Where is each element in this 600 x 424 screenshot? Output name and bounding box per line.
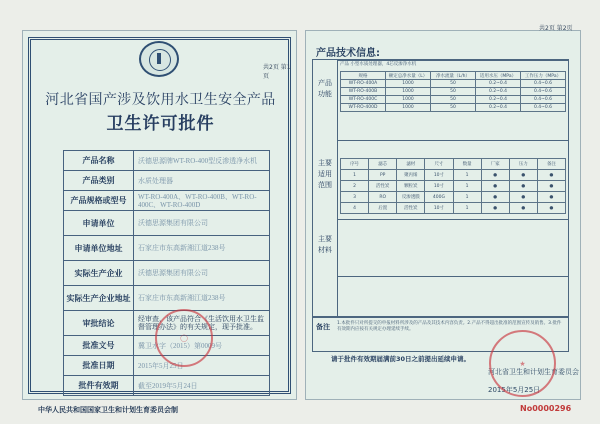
table-row <box>64 211 270 236</box>
table-row <box>341 88 566 96</box>
header-cell: 序号 <box>341 159 369 170</box>
table-row <box>341 203 566 214</box>
table-cell: WT-RO-400A <box>341 80 386 88</box>
footer-note: 中华人民共和国国家卫生和计划生育委员会制 <box>38 406 178 414</box>
table-cell: 1000 <box>386 88 431 96</box>
header-cell: 尺寸 <box>425 159 453 170</box>
table-cell: 0.2~0.4 <box>476 88 521 96</box>
issue-date: 2015年5月25日 <box>488 386 541 394</box>
table-cell: WT-RO-400C <box>341 96 386 104</box>
header-cell: 滤芯 <box>369 159 397 170</box>
row-label: 产品名称 <box>64 151 134 171</box>
emblem-icon <box>139 41 179 77</box>
issuing-agency: 河北省卫生和计划生育委员会 <box>488 368 579 376</box>
table-cell: ● <box>481 203 509 214</box>
header-cell: 压力 <box>509 159 537 170</box>
table-cell: ● <box>537 170 565 181</box>
table-cell: 活性炭 <box>369 181 397 192</box>
spec-table <box>340 71 566 112</box>
row-label: 批件有效期 <box>64 376 134 396</box>
materials-table <box>340 158 566 214</box>
table-cell: WT-RO-400B <box>341 88 386 96</box>
table-cell: 50 <box>431 88 476 96</box>
row-label: 批准文号 <box>64 336 134 356</box>
official-seal-icon: ★ <box>489 330 556 397</box>
permit-left-page <box>22 30 297 400</box>
row-value: 石家庄市东高新湘江道238号 <box>134 286 270 311</box>
row-value: 冀卫水字（2015）第0009号 <box>134 336 270 356</box>
table-row <box>341 159 566 170</box>
table-cell: WT-RO-400D <box>341 104 386 112</box>
row-label: 申请单位地址 <box>64 236 134 261</box>
table-cell: 0.4~0.6 <box>521 96 566 104</box>
table-cell: 颗粒炭 <box>397 181 425 192</box>
row-label: 申请单位 <box>64 211 134 236</box>
table-cell: 10寸 <box>425 170 453 181</box>
table-cell: 10寸 <box>425 181 453 192</box>
permit-title-line1: 河北省国产涉及饮用水卫生安全产品 <box>45 92 276 108</box>
table-cell: 1 <box>453 192 481 203</box>
table-cell: 1000 <box>386 80 431 88</box>
table-cell: ● <box>537 203 565 214</box>
table-row <box>64 261 270 286</box>
table-cell: 4 <box>341 203 369 214</box>
table-cell: 0.4~0.6 <box>521 104 566 112</box>
left-page-number: 共2页 第1页 <box>263 64 291 80</box>
row-value: 经审查，该产品符合《生活饮用水卫生监督管理办法》的有关规定，现予批准。 <box>134 311 270 336</box>
header-cell: 净水流量（L/h） <box>431 72 476 80</box>
table-cell: ● <box>509 181 537 192</box>
table-cell: 50 <box>431 104 476 112</box>
row-divider <box>337 140 568 141</box>
row-label: 产品类别 <box>64 171 134 191</box>
table-cell: 50 <box>431 80 476 88</box>
header-cell: 备注 <box>537 159 565 170</box>
row-value: 沃德思源集团有限公司 <box>134 211 270 236</box>
table-cell: 400G <box>425 192 453 203</box>
table-cell: ● <box>509 192 537 203</box>
table-row <box>64 171 270 191</box>
table-cell: 0.4~0.6 <box>521 88 566 96</box>
table-cell: ● <box>537 192 565 203</box>
table-cell: 1000 <box>386 104 431 112</box>
table-cell: 2 <box>341 181 369 192</box>
serial-prefix: No <box>520 404 533 413</box>
row-label: 实际生产企业 <box>64 261 134 286</box>
table-cell: 1 <box>341 170 369 181</box>
table-cell: 1000 <box>386 96 431 104</box>
row-divider <box>337 219 568 220</box>
spec-text: 产品 小型水质处理器，4芯反渗净水机 <box>340 62 417 67</box>
table-cell: 3 <box>341 192 369 203</box>
table-row <box>341 170 566 181</box>
section-title: 产品技术信息: <box>316 48 380 59</box>
table-cell: 后置 <box>369 203 397 214</box>
vertical-divider <box>337 60 338 316</box>
table-cell: ● <box>537 181 565 192</box>
row-value: WT-RO-400A、WT-RO-400B、WT-RO-400C、WT-RO-400D <box>134 191 270 211</box>
table-cell: RO <box>369 192 397 203</box>
table-cell: ● <box>509 203 537 214</box>
serial-value: 0000296 <box>532 404 572 413</box>
table-cell: 0.2~0.4 <box>476 96 521 104</box>
permit-right-page <box>305 25 581 400</box>
table-row <box>341 96 566 104</box>
table-cell: 1 <box>453 170 481 181</box>
table-cell: ● <box>481 181 509 192</box>
table-cell: 活性炭 <box>397 203 425 214</box>
table-row <box>64 376 270 396</box>
header-cell: 数量 <box>453 159 481 170</box>
row-label: 实际生产企业地址 <box>64 286 134 311</box>
row-label: 审批结论 <box>64 311 134 336</box>
table-cell: 0.2~0.4 <box>476 104 521 112</box>
table-cell: 0.2~0.4 <box>476 80 521 88</box>
row-label: 批准日期 <box>64 356 134 376</box>
table-row <box>341 80 566 88</box>
serial-number <box>520 404 571 413</box>
row-value: 石家庄市东高新湘江道238号 <box>134 236 270 261</box>
row-value: 截至2019年5月24日 <box>134 376 270 396</box>
table-row <box>64 151 270 171</box>
table-cell: 反渗透膜 <box>397 192 425 203</box>
header-cell: 厂家 <box>481 159 509 170</box>
row-value: 沃德思源牌WT-RO-400型反渗透净水机 <box>134 151 270 171</box>
notes-text: 1.本批件只对所提交的申报材料所涉及的产品及其技术内容负责。2.产品不得超出批准的范围宣传及销售。3.批件有效期内应按有关规定办理延续手续。 <box>337 321 562 332</box>
right-page-number: 共2页 第2页 <box>539 25 573 32</box>
left-page-stamp-icon: ◯ <box>155 309 213 367</box>
table-cell: 1 <box>453 203 481 214</box>
product-function-label: 产品功能 <box>318 79 332 98</box>
row-divider <box>337 276 568 277</box>
header-cell: 工作压力（MPa） <box>521 72 566 80</box>
table-cell: ● <box>481 192 509 203</box>
table-row <box>341 72 566 80</box>
table-row <box>341 192 566 203</box>
table-cell: 0.4~0.6 <box>521 80 566 88</box>
header-cell: 规格 <box>341 72 386 80</box>
table-row <box>341 104 566 112</box>
header-cell: 滤材 <box>397 159 425 170</box>
row-value: 沃德思源集团有限公司 <box>134 261 270 286</box>
row-label: 产品规格或型号 <box>64 191 134 211</box>
table-cell: 1 <box>453 181 481 192</box>
table-row <box>341 181 566 192</box>
table-row <box>64 236 270 261</box>
table-cell: PP <box>369 170 397 181</box>
scope-label: 主要适用范围 <box>318 159 332 189</box>
header-cell: 适用水压（MPa） <box>476 72 521 80</box>
table-cell: 50 <box>431 96 476 104</box>
notes-label: 备注 <box>316 323 330 331</box>
permit-title-line2: 卫生许可批件 <box>106 114 215 134</box>
row-value: 水质处理器 <box>134 171 270 191</box>
table-cell: ● <box>481 170 509 181</box>
renewal-notice: 请于批件有效期届满前30日之前提出延续申请。 <box>331 355 471 363</box>
table-row <box>64 191 270 211</box>
header-cell: 额定总净水量（L） <box>386 72 431 80</box>
materials-label: 主要材料 <box>318 235 332 254</box>
technical-info-box <box>312 59 569 317</box>
row-value: 2015年5月25日 <box>134 356 270 376</box>
table-cell: 聚丙烯 <box>397 170 425 181</box>
table-cell: 10寸 <box>425 203 453 214</box>
table-row <box>64 286 270 311</box>
row-divider <box>337 60 568 61</box>
table-cell: ● <box>509 170 537 181</box>
